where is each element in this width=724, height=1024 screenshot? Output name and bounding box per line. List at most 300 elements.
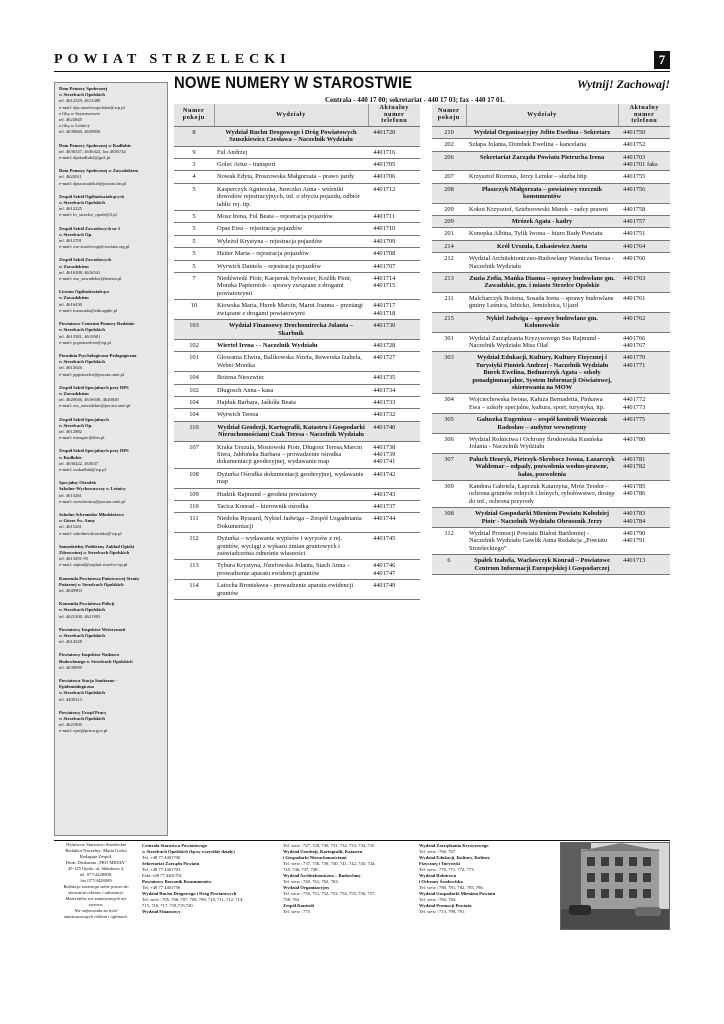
contact-line: Powiatowy Rzecznik Konsumentów [142, 879, 212, 884]
central-numbers: Centrala - 440 17 00; sekretariat - 440 17 03; fax - 440 17 01. [325, 96, 505, 104]
sidebar-contact-line: tel. 4049903 [59, 588, 82, 593]
sidebar-name-line: Powiatowy Urząd Pracy [59, 709, 107, 715]
publication-title: POWIAT STRZELECKI [54, 52, 291, 67]
department-cell: Wydział Architektoniczno-Budowlany Wanecka Teresa - Naczelnik Wydziału [466, 253, 618, 273]
table-row [432, 151, 670, 171]
phone-cell: 4401760 [618, 253, 670, 273]
contact-line: 715, 716, 717, 718,719,720. [142, 903, 194, 908]
table-row [174, 352, 420, 372]
contact-line: Zespół Kontroli [283, 903, 314, 908]
department-cell: Płaszczyk Małgorzata – powiatowy rzecznik konsumentów [466, 183, 618, 203]
sidebar-contact-line: e-mail: zsskadlub@wp.pl [59, 466, 106, 472]
sidebar-name-line: w Strzelcach Opolskich [59, 359, 105, 365]
sidebar-entry [59, 86, 164, 136]
department-cell: Malcharczyk Bożena, Sosada Irena – sprawy budowlane gminy Leśnica, Izbicko, Jemielnica, Ujazd [466, 292, 618, 312]
sidebar-contact-line: e-mail: zsz_zawadzkie@interia.pl [59, 276, 122, 282]
sidebar-contact-line: tel. 4621200, 4621903 [59, 613, 101, 619]
sidebar-name-line: Dom Pomocy Społecznej w Kadłubie [59, 142, 131, 148]
contact-line: Wydział Geodezji, Kartografii, Katastru [283, 849, 363, 854]
department-cell: Sekretariat Zarządu Powiatu Pietrucha Irena [466, 151, 618, 171]
department-cell: Wydział Ruchu Drogowego i Dróg Powiatowych Szuszkiewicz Czesława – Naczelnik Wydziału [214, 126, 368, 146]
table-row [432, 139, 670, 151]
phone-cell: 4401785 4401786 [618, 481, 670, 508]
table-row [432, 332, 670, 352]
department-cell: Spałek Izabela, Waclawczyk Konrad – Powiatowe Centrum Informacji Europejskiej i Gospodarczej [466, 555, 618, 575]
room-number: 214 [432, 240, 466, 252]
table-row [174, 533, 420, 560]
contact-line: Wydział Gospodarki Mieniem Powiatu [419, 891, 496, 896]
sidebar-name-line: Zespół Szkół Zawodowych nr 1 [59, 225, 121, 231]
sidebar-contact-line: tel. 4400313 [59, 696, 82, 702]
institutions-sidebar [54, 82, 168, 836]
department-cell: Król Urszula, Łukasiewicz Aneta [466, 240, 618, 252]
contact-line: Wydział Finansowy [142, 909, 181, 914]
phone-cell: 4401790 4401791 [618, 528, 670, 555]
sidebar-contact-line: tel. 4612225 [59, 206, 82, 212]
phone-cell: 4401705 [368, 159, 420, 171]
phone-table-right [432, 104, 670, 575]
sidebar-entry [59, 194, 164, 219]
table-row [174, 248, 420, 260]
room-number: 113 [174, 560, 214, 580]
phone-cell: 4401712 [368, 183, 420, 210]
sidebar-contact-line: e-mail: opst@praca.gov.pl [59, 728, 108, 734]
department-cell: Hajduk Barbara, Jaśkóła Beata [214, 396, 368, 408]
room-number: 4 [174, 171, 214, 183]
department-cell: Głowania Elwira, Balikowska Józefa, Rewerska Izabela, Weber Monika [214, 352, 368, 372]
phone-cell: 4401737 [368, 501, 420, 513]
phone-cell: 4401717 4401718 [368, 300, 420, 320]
department-cell: Mrózek Agata - kadry [466, 216, 618, 228]
sidebar-name-line: w Strzelcach Opolskich [59, 327, 105, 333]
imprint-line: Redakcja zastrzega sobie prawo do [63, 884, 129, 889]
table-row [174, 300, 420, 320]
contact-line: Wydział Organizacyjny [283, 885, 330, 890]
sidebar-contact-line: e-mail: szpital@szpital.strzelce-op.pl [59, 562, 128, 568]
contacts-column-2 [283, 843, 375, 915]
phone-cell: 4401714 4401715 [368, 273, 420, 300]
sidebar-contact-line: tel. 4613291-95 [59, 556, 89, 562]
slogan: Wytnij! Zachowaj! [576, 77, 670, 91]
phone-cell: 4401707 [368, 260, 420, 272]
table-row [432, 228, 670, 240]
table-row [432, 171, 670, 183]
department-cell: Opas Ewa – rejestracja pojazdów [214, 223, 368, 235]
room-number: 112 [174, 533, 214, 560]
department-cell: Mosz Irena, Ful Beata – rejestracja pojazdów [214, 211, 368, 223]
sidebar-contact-line: tel. 4639840, 4639830 [59, 129, 101, 135]
department-cell: Kiowska Maria, Hurek Marcin, Marut Joanna – przetargi związane z drogami powiatowymi [214, 300, 368, 320]
department-cell: Tacica Konrad – kierownik ośrodka [214, 501, 368, 513]
table-row [174, 126, 420, 146]
department-cell: Wydział Edukacji, Kultury, Kultury Fizycznej i Turystyki Piontek Andrzej - Naczelnik Wydziału Burek Ewelina, Bednarczyk Agata – szkoły ponadgimnazjalne, System Informacji Oświatowej, skierowania na MOW [466, 352, 618, 394]
phone-cell: 4401781 4401782 [618, 453, 670, 480]
sidebar-contact-line: e-mail: lo_strzelce_opole@2.pl [59, 212, 117, 218]
phone-cell: 4401770 4401771 [618, 352, 670, 394]
room-number: 305 [432, 414, 466, 434]
department-cell: Niedoba Ryszard, Nykiel Jadwiga – Zespół Uzgadniania Dokumentacji [214, 513, 368, 533]
department-cell: Wydział Organizacyjny Jelito Ewelina - Sekretarz [466, 126, 618, 138]
sidebar-entry [59, 627, 164, 646]
room-number: 102 [174, 339, 214, 351]
phone-cell: 4401750 [618, 126, 670, 138]
sidebar-name-line: Zespół Szkół Specjalnych [59, 416, 109, 422]
department-cell: Nowak Edyta, Proszowska Małgorzata – prawo jazdy [214, 171, 368, 183]
room-number: 110 [174, 421, 214, 441]
room-number: 5 [174, 223, 214, 235]
table-row [432, 126, 670, 138]
department-cell: Wyrwich Teresa [214, 409, 368, 421]
sidebar-contact-line: e-mail: zsinspec@tlen.pl [59, 435, 105, 441]
contact-line: Tel. wew.: 775. [283, 909, 312, 914]
room-number: 201 [432, 228, 466, 240]
table-body-left [174, 126, 420, 599]
table-row [432, 508, 670, 528]
sidebar-contact-line: e-mail: pppstrzelce@poczta.onet.pl [59, 371, 125, 377]
phone-cell: 4401745 [368, 533, 420, 560]
room-number: 306 [432, 433, 466, 453]
sidebar-name-line: Poradnia Psychologiczno-Pedagogiczna [59, 352, 137, 358]
table-row [174, 320, 420, 340]
room-number: 212 [432, 253, 466, 273]
room-number: 9 [174, 146, 214, 158]
sidebar-entry [59, 257, 164, 282]
phone-cell: 4401727 [368, 352, 420, 372]
sidebar-name-line: w Strzelcach Opolskich [59, 200, 105, 206]
sidebar-contact-line: tel. 4612329, 4613480 [59, 98, 101, 104]
contact-line: Tel. +48 77 4401703 [142, 867, 181, 872]
department-cell: Wydział Promocji Powiatu Białoń Bartłomiej - Naczelnik Wydziału Gawlik Anna Redakcja „Powiatu Strzeleckiego” [466, 528, 618, 555]
table-row [174, 146, 420, 158]
department-cell: Latocha Bronisława - prowadzenie aparatu ewidencji gruntów [214, 580, 368, 600]
table-row [174, 501, 420, 513]
department-cell: Długosch Anna - kasa [214, 384, 368, 396]
phone-cell: 4401716 [368, 146, 420, 158]
sidebar-contact-line: tel. 4639099 [59, 664, 82, 670]
phone-cell: 4401766 4401767 [618, 332, 670, 352]
contact-line: w Strzelcach Opolskich (łączy wszystkie działy) [142, 849, 235, 854]
sidebar-contact-line: tel. 4615261 [59, 524, 82, 530]
sidebar-entry [59, 512, 164, 537]
room-number: 215 [432, 312, 466, 332]
room-number: 210 [432, 126, 466, 138]
department-cell: Wiertel Irena - - Naczelnik Wydziału [214, 339, 368, 351]
imprint-line: zamieszczonych reklam i ogłoszeń. [64, 914, 128, 919]
room-number: 309 [432, 481, 466, 508]
sidebar-entry [59, 226, 164, 251]
contact-line: Tel. wew.: 760, 761, 762, 763. [283, 879, 339, 884]
table-row [432, 481, 670, 508]
sidebar-contact-line: e-mail: szkolneschronisko@wp.pl [59, 530, 122, 536]
table-row [432, 433, 670, 453]
col-header-phone: Aktualny numer telefonu [368, 104, 420, 126]
phone-cell: 4401710 [368, 223, 420, 235]
department-cell: Wojciechowska Iwona, Kałuża Bernadetta, Pinkawa Ewa – szkoły specjalne, kultura, sport, turystyka, itp. [466, 394, 618, 414]
contact-line: Wydział Ruchu Drogowego i Dróg Powiatowych [142, 891, 237, 896]
contact-line: Tel. wew.: 783, 784. [419, 897, 457, 902]
table-row [432, 203, 670, 215]
contact-line: Tel. +48 77 4401756 [142, 885, 181, 890]
imprint-line: zwraca. [88, 902, 104, 907]
room-number: 5 [174, 211, 214, 223]
table-row [174, 513, 420, 533]
department-cell: Wyrwich Daniela – rejestracja pojazdów [214, 260, 368, 272]
room-number: 208 [432, 183, 466, 203]
table-row [174, 339, 420, 351]
sidebar-name-line: w Strzelcach Opolskich [59, 690, 105, 696]
sidebar-name-line: Komenda Powiatowa Państwowej Straży [59, 575, 140, 581]
contact-line: Tel. wew.: 737, 738, 739, 740, 741, 742, 743, 744, [283, 861, 376, 866]
phone-cell: 4401763 [618, 273, 670, 293]
room-number: 108 [174, 468, 214, 488]
sidebar-contact-line: tel. 4612882 [59, 428, 82, 434]
imprint-line: Druk: Drukarnia „PRO MEDIA” [65, 860, 127, 865]
table-row [174, 159, 420, 171]
sidebar-name-line: Dom Pomocy Społecznej [59, 86, 108, 91]
imprint-line: 45-125 Opole, ul. Składowa 4, [67, 866, 125, 871]
imprint-line: Redaguje Zespół. [79, 854, 113, 859]
table-row [432, 394, 670, 414]
table-row [174, 421, 420, 441]
phone-cell: 4401780 [618, 433, 670, 453]
department-cell: Wydział Gospodarki Mieniem Powiatu Kołodziej Piotr - Naczelnik Wydziału Obrusznik Jerzy [466, 508, 618, 528]
room-number: 114 [174, 580, 214, 600]
table-row [432, 414, 670, 434]
sidebar-name-line: w Zawadzkiem [59, 263, 89, 269]
sidebar-contact-line: tel. 4616288, 4616541 [59, 269, 101, 275]
contact-line: i Ochrony Środowiska [419, 879, 463, 884]
contact-line: Tel. wew.: 780, 781, 782, 785, 786. [419, 885, 484, 890]
table-row [174, 488, 420, 500]
sidebar-entry [59, 321, 164, 346]
sidebar-contact-line: tel. 4622011 [59, 174, 82, 180]
room-number: 209 [432, 203, 466, 215]
table-row [174, 384, 420, 396]
table-row [432, 183, 670, 203]
phone-cell: 4401746 4401747 [368, 560, 420, 580]
phone-table-left [174, 104, 420, 600]
phone-cell: 4401713 [618, 555, 670, 575]
room-number: 211 [432, 292, 466, 312]
sidebar-name-line: w Zawadzkiem [59, 295, 89, 301]
phone-cell: 4401752 [618, 139, 670, 151]
phone-cell: 4401756 [618, 183, 670, 203]
contact-line: Tel. +48 77 4401700 [142, 855, 181, 860]
sidebar-contact-line: tel. 4612701 [59, 238, 82, 244]
department-cell: Szłapa Jolanta, Dombek Ewelina – kancelaria [466, 139, 618, 151]
sidebar-name-line: w Strzelcach Op. [59, 422, 93, 428]
room-number: 308 [432, 508, 466, 528]
phone-cell: 4401749 [368, 580, 420, 600]
room-number: 304 [432, 394, 466, 414]
sidebar-name-line: Zespół Szkół Ogólnokształcących [59, 193, 125, 199]
phone-cell: 4401775 [618, 414, 670, 434]
sidebar-entry [59, 417, 164, 442]
table-row [174, 223, 420, 235]
phone-cell: 4401764 [618, 240, 670, 252]
sidebar-contact-line: tel. 4613381, 4613901 [59, 333, 101, 339]
sidebar-contact-line: tel. 4623845 [59, 117, 82, 123]
table-row [432, 292, 670, 312]
table-row [174, 171, 420, 183]
table-row [432, 312, 670, 332]
sidebar-name-line: w Strzelcach Opolskich [59, 633, 105, 639]
phone-cell: 4401732 [368, 409, 420, 421]
sidebar-contact-line: tel. 4616430 [59, 301, 82, 307]
phone-cell: 4401772 4401773 [618, 394, 670, 414]
sidebar-name-line: Liceum Ogólnokształcące [59, 289, 110, 295]
room-number: 5 [174, 260, 214, 272]
room-number: 3 [174, 159, 214, 171]
room-number: 5 [174, 248, 214, 260]
phone-cell: 4401783 4401784 [618, 508, 670, 528]
department-cell: Gałuszka Eugeniusz – zespół kontroli Waszczuk Radosław – audytor wewnętrzny [466, 414, 618, 434]
contact-line: i Gospodarki Nieruchomościami [283, 855, 347, 860]
table-row [174, 183, 420, 210]
sidebar-name-line: Zespół Szkół Zawodowych [59, 257, 112, 263]
room-number: 104 [174, 372, 214, 384]
sidebar-contact-line: e-mail: zsz-strzelceop@oswiata.org.pl [59, 244, 130, 250]
phone-cell: 4401751 [618, 228, 670, 240]
table-row [174, 409, 420, 421]
table-row [432, 240, 670, 252]
room-number: 110 [174, 501, 214, 513]
phone-cell: 4401730 [368, 320, 420, 340]
room-number: 101 [174, 352, 214, 372]
table-header-row [432, 104, 670, 126]
room-number: 103 [174, 320, 214, 340]
sidebar-contact-line: e-mail: zss_zawadzkie@poczta.onet.pl [59, 403, 131, 409]
phone-cell: 4401734 [368, 384, 420, 396]
department-cell: Tybura Krystyna, Józefowska Jolanta, Stach Anna – prowadzenie aparatu ewidencji gruntów [214, 560, 368, 580]
room-number: 209 [432, 216, 466, 228]
department-cell: Wydział Geodezji, Kartografii, Katastru i Gospodarki Nieruchomościami Czak Teresa - Naczelnik Wydziału [214, 421, 368, 441]
sidebar-entry [59, 576, 164, 595]
sidebar-contact-line: z filią w Leśnicy [59, 123, 90, 129]
col-header-phone: Aktualny numer telefonu [618, 104, 670, 126]
room-number: 104 [174, 409, 214, 421]
contact-line: 745, 746, 747, 749. [283, 867, 319, 872]
building-photo [560, 842, 670, 930]
contact-line: Wydział Zarządzania Kryzysowego [419, 843, 489, 848]
department-cell: Kandora Gabriela, Łapczuk Katarzyna, Mróz Teodor – ochrona gruntów rolnych i leśnych, rybołówstwo, dostęp do inf., ochrona przyrody [466, 481, 618, 508]
room-number: 104 [174, 396, 214, 408]
sidebar-name-line: w Strzelcach Op. [59, 231, 93, 237]
sidebar-name-line: w Strzelcach Opolskich [59, 607, 105, 613]
sidebar-name-line: Szkolno-Wychowawczy w Leśnicy [59, 486, 126, 492]
imprint-line: tel. 077/4428008, [79, 872, 113, 877]
department-cell: Kraka Urszula, Mostowski Piotr, Długosz Teresa,Marcin Siera, Jabłońska Barbara – prowadzenie ośrodka dokumentacji geodezyjnej, wydawanie map [214, 441, 368, 468]
room-number: 10 [174, 300, 214, 320]
sidebar-contact-line: e-mail: dpszawadzkie@poczta.fm.pl [59, 180, 127, 186]
phone-cell: 4401735 [368, 372, 420, 384]
room-number: 303 [432, 352, 466, 394]
sidebar-name-line: Powiatowy Inspektor Nadzoru [59, 652, 119, 658]
department-cell: Konopka Albina, Tylik Iwona – biuro Rady Powiatu [466, 228, 618, 240]
sidebar-contact-line: tel. 4615261 [59, 492, 82, 498]
table-body-right [432, 126, 670, 574]
department-cell: Golec Artur - transport [214, 159, 368, 171]
room-number: 213 [432, 273, 466, 293]
room-number: 301 [432, 332, 466, 352]
room-number: 8 [174, 126, 214, 146]
table-row [174, 560, 420, 580]
sidebar-entry [59, 601, 164, 620]
sidebar-contact-line: tel. 4620046, 4616049, 4620049 [59, 397, 119, 403]
table-row [174, 273, 420, 300]
sidebar-contact-line: tel. 4636422, 463637 [59, 460, 99, 466]
department-cell: Niedźwiedź Piotr, Kacperak Sylwester, Koźlik Piotr, Monika Papierniok – sprawy związane z drogami powiatowymi [214, 273, 368, 300]
sidebar-contact-line: tel. 4636337, 4636422, fax 4636744 [59, 148, 126, 154]
sidebar-contact-line: e-mail: dpskadlub2@go2.pl [59, 155, 111, 161]
sidebar-name-line: Szkolne Schronisko Młodzieżowe [59, 511, 124, 517]
department-cell: Kokot Krzysztof, Szteborowski Marek – radcy prawni [466, 203, 618, 215]
department-cell: Krzysztof Rozmus, Jerzy Lemke – służba bhp [466, 171, 618, 183]
sidebar-name-line: w Strzelcach Opolskich [59, 92, 105, 98]
department-cell: Wyleżoł Krystyna – rejestracja pojazdów [214, 235, 368, 247]
contact-line: Wydział Edukacji, Kultury, Kultury [419, 855, 491, 860]
phone-cell: 4401720 [368, 126, 420, 146]
sidebar-name-line: Powiatowa Stacja Sanitarno - [59, 678, 118, 684]
sidebar-name-line: Budowlanego w Strzelcach Opolskich [59, 658, 133, 664]
contact-line: Tel. wew.: 727, 728, 730, 731, 732, 733, 734, 735 [283, 843, 375, 848]
department-cell: Paluch Henryk, Pietrzyk-Skrobocz Iwona, Łazarczyk Waldemar – odpady, pozwolenia wodno-prawne, hałas, pozwolenia [466, 453, 618, 480]
sidebar-name-line: Zespół Szkół Specjalnych przy DPS [59, 448, 129, 454]
imprint-line: fax 077/4428009 [80, 878, 112, 883]
department-cell: Wydział Zarządzania Kryzysowego Sus Rajmund - Naczelnik Wydziału Misz Olaf [466, 332, 618, 352]
sidebar-name-line: w Zawadzkiem [59, 390, 89, 396]
phone-cell: 4401728 [368, 339, 420, 351]
sidebar-entry [59, 143, 164, 162]
room-number: 7 [174, 273, 214, 300]
table-row [432, 453, 670, 480]
room-number: 5 [174, 235, 214, 247]
room-number: 207 [432, 171, 466, 183]
sidebar-name-line: w Strzelcach Opolskich [59, 716, 105, 722]
table-row [432, 216, 670, 228]
room-number: 5 [174, 183, 214, 210]
contact-line: Tel. wew.: 770, 771, 772, 773. [419, 867, 475, 872]
sidebar-name-line: Komenda Powiatowa Policji [59, 601, 115, 607]
imprint-line: Materiałów nie zamówionych nie [65, 896, 127, 901]
sidebar-contact-line: tel. 4621800 [59, 722, 82, 728]
contact-line: Faks +48 77 4401701 [142, 873, 182, 878]
table-row [174, 260, 420, 272]
imprint-line: Wydawca: Starostwo Strzeleckie [65, 842, 127, 847]
phone-cell: 4401703 4401701 faks [618, 151, 670, 171]
sidebar-contact-line: tel. 4613026 [59, 365, 82, 371]
page-number: 7 [654, 51, 670, 69]
sidebar-contact-line: e-mail: lozawadz@edu.apple.pl [59, 307, 118, 313]
sidebar-name-line: Zespół Szkół Specjalnych przy DPS [59, 384, 129, 390]
page-header [54, 51, 670, 71]
sidebar-entry [59, 544, 164, 569]
contact-line: Wydział Architektoniczno – Budowlany [283, 873, 361, 878]
sidebar-entry [59, 289, 164, 314]
sidebar-name-line: Zdrowotnej w Strzelcach Opolskich [59, 549, 130, 555]
phone-cell: 4401762 [618, 312, 670, 332]
department-cell: Heiter Maria – rejestracja pojazdów [214, 248, 368, 260]
phone-cell: 4401709 [368, 235, 420, 247]
phone-cell: 4401733 [368, 396, 420, 408]
sidebar-name-line: Powiatowe Centrum Pomocy Rodzinie [59, 321, 135, 327]
department-cell: Wydział Finansowy Drochomirecka Jolanta – Skarbnik [214, 320, 368, 340]
phone-cell: 4401761 [618, 292, 670, 312]
contacts-column-1 [142, 843, 243, 915]
table-row [432, 273, 670, 293]
phone-cell: 4401738 4401739 4401741 [368, 441, 420, 468]
phone-cell: 4401706 [368, 171, 420, 183]
